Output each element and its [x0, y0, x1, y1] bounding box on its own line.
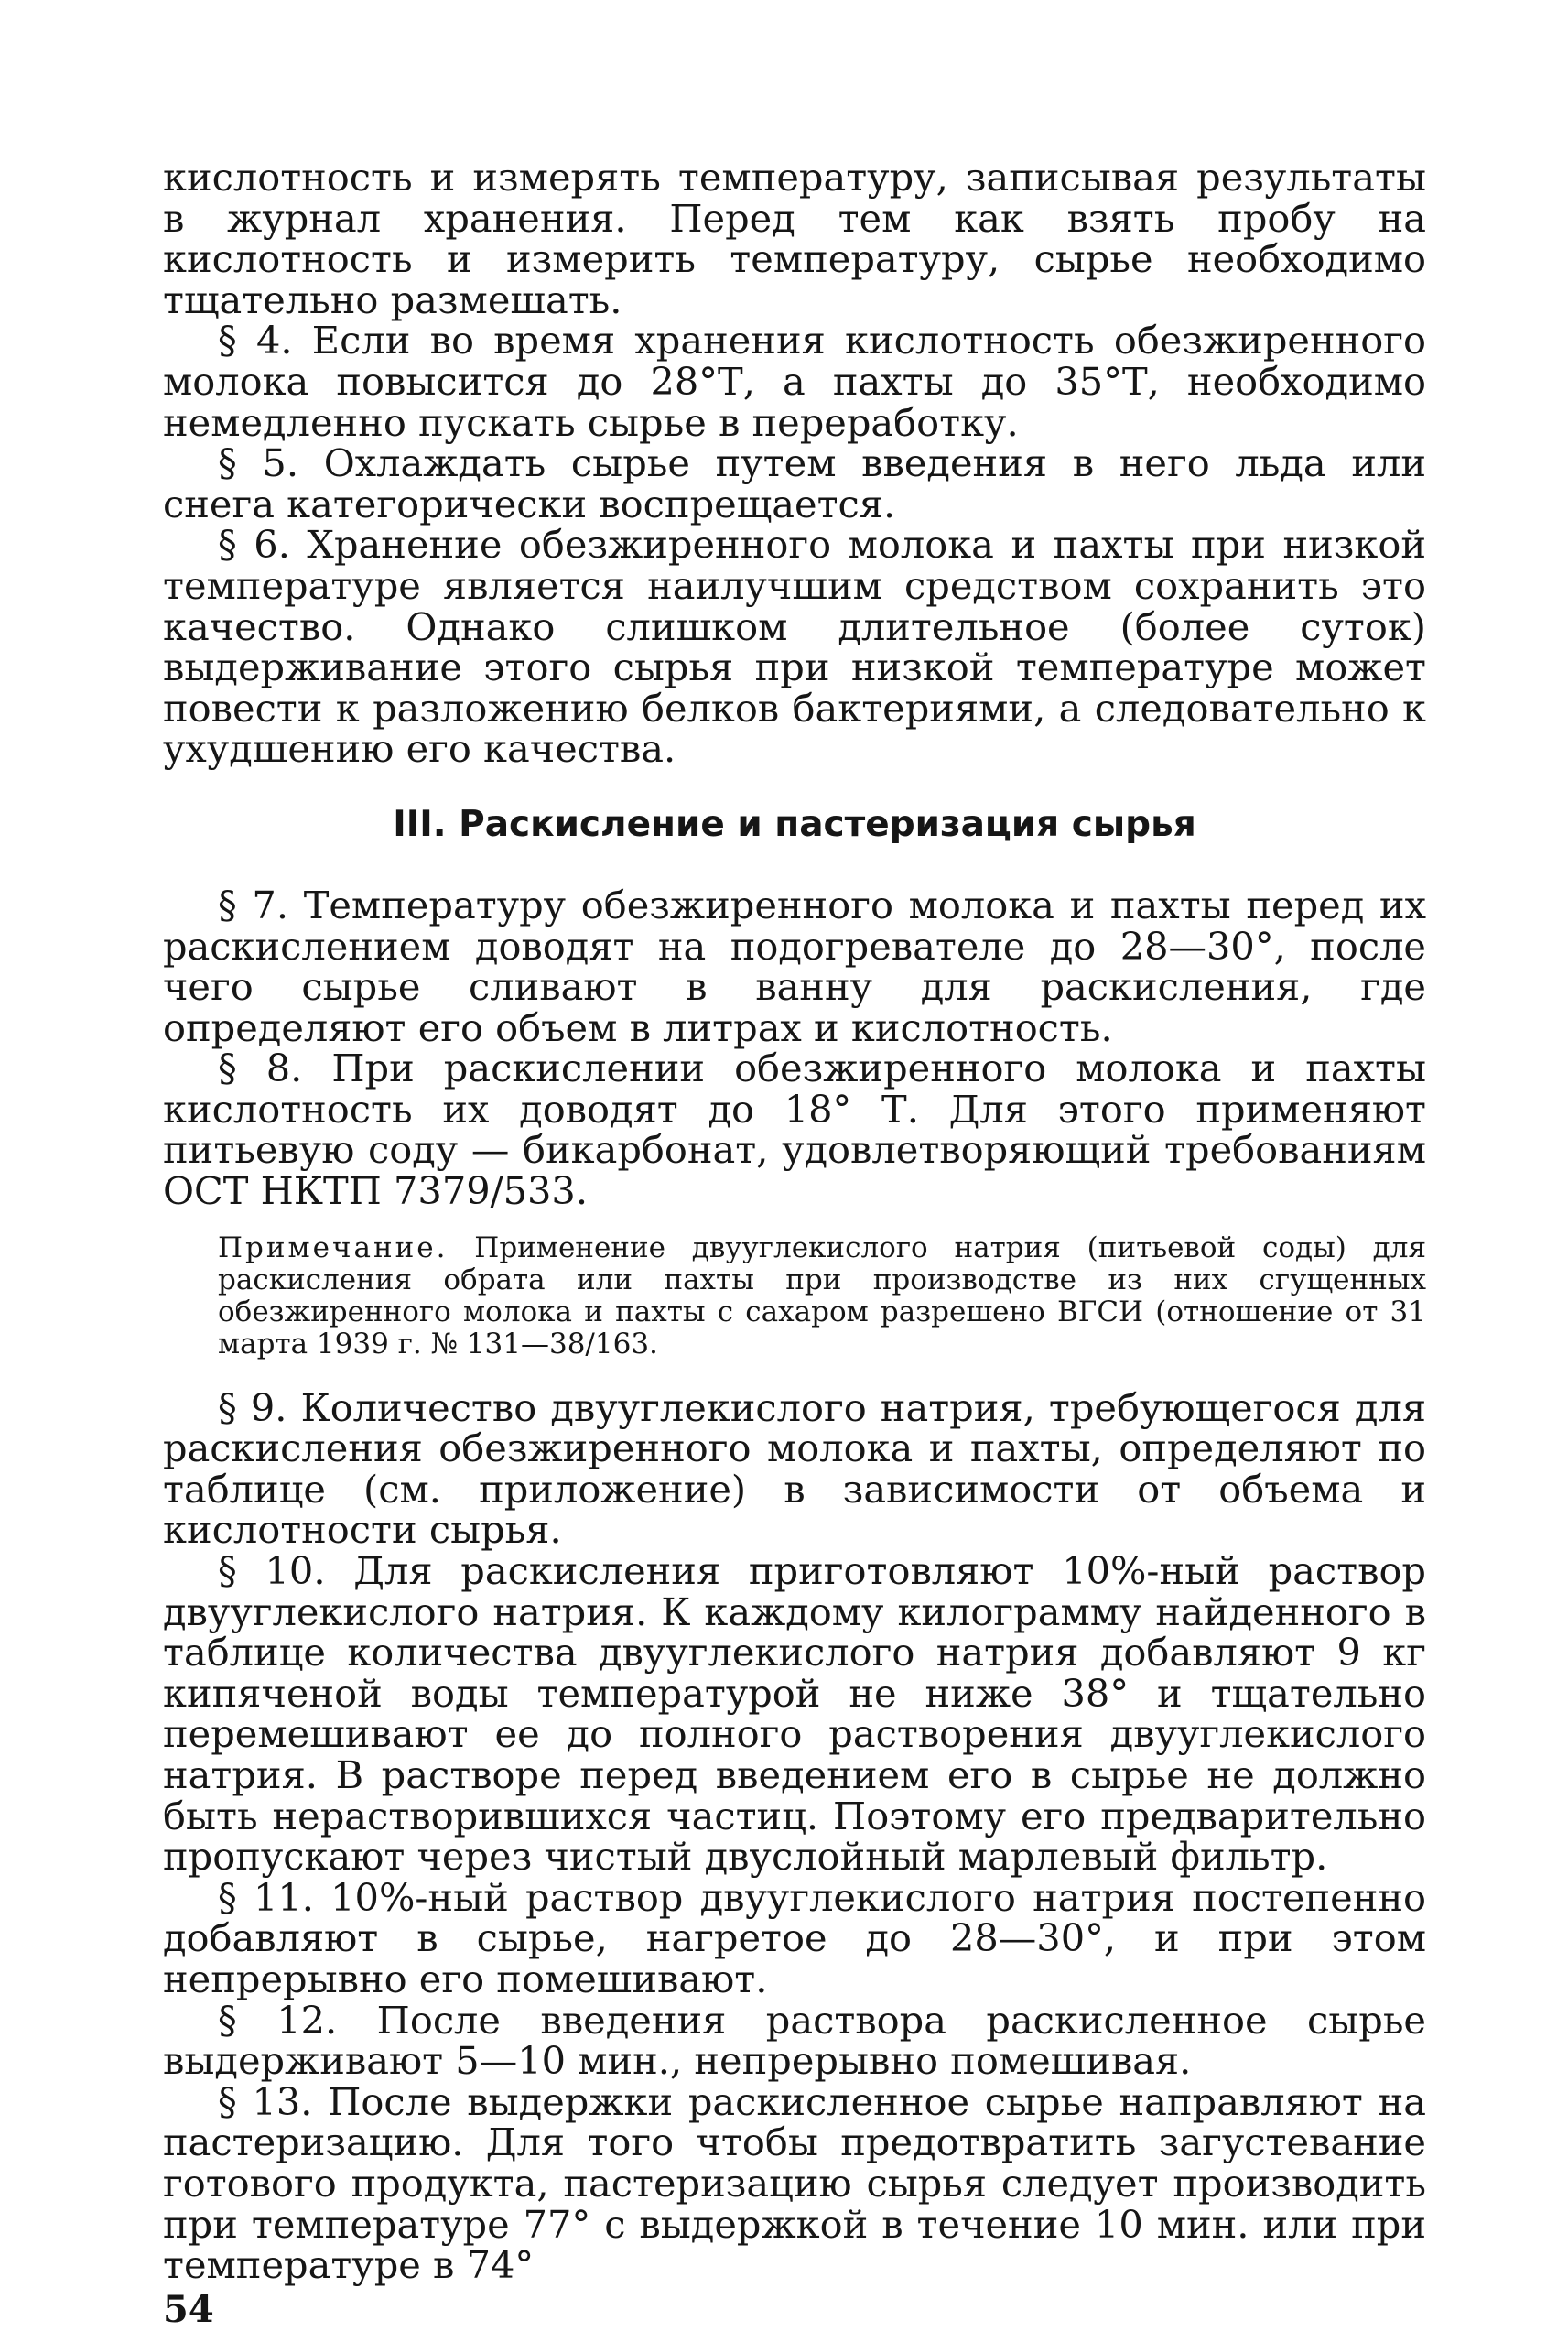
page-number: 54 — [163, 2287, 214, 2331]
note-label: Примечание. — [218, 1231, 449, 1264]
paragraph-section-12: § 12. После введения раствора раскисленное сырье выдерживают 5—10 мин., непрерывно помешивая. — [163, 1997, 1426, 2084]
note-block — [218, 1232, 1426, 1361]
paragraph-section-6: § 6. Хранение обезжиренного молока и пахты при низкой температуре является наилучшим средством сохранить это качество. Однако слишком длительное (более суток) выдерживание этого сырья при низкой температуре может повести к разложению белков бактериями, а следовательно к ухудшению его качества. — [163, 522, 1426, 772]
paragraph-section-4: § 4. Если во время хранения кислотность обезжиренного молока повысится до 28°Т, а пахты до 35°Т, необходимо немедленно пускать сырье в переработку. — [163, 318, 1426, 445]
section-heading: III. Раскисление и пастеризация сырья — [393, 803, 1196, 845]
document-page — [163, 157, 1426, 2330]
note-text: Применение двууглекислого натрия (питьевой соды) для раскисления обрата или пахты при производстве из них сгущенных обезжиренного молока и пахты с сахаром разрешено ВГСИ (отношение от 31 марта 1939 г. № 131—38/163. — [218, 1231, 1427, 1361]
paragraph-section-10: § 10. Для раскисления приготовляют 10%-ный раствор двууглекислого натрия. К каждому килограмму найденного в таблице количества двууглекислого натрия добавляют 9 кг кипяченой воды температурой не ниже 38° и тщательно перемешивают ее до полного растворения двууглекислого натрия. В растворе перед введением его в сырье не должно быть нерастворившихся частиц. Поэтому его предварительно пропускают через чистый двуслойный марлевый фильтр. — [163, 1548, 1426, 1880]
paragraph-section-9: § 9. Количество двууглекислого натрия, требующегося для раскисления обезжиренного молока и пахты, определяют по таблице (см. приложение) в зависимости от объема и кислотности сырья. — [163, 1384, 1426, 1553]
paragraph-section-8: § 8. При раскислении обезжиренного молока и пахты кислотность их доводят до 18° Т. Для этого применяют питьевую соду — бикарбонат, удовлетворяющий требованиям ОСТ НКТП 7379/533. — [163, 1046, 1426, 1214]
paragraph-continuation: кислотность и измерять температуру, записывая результаты в журнал хранения. Перед тем как взять пробу на кислотность и измерить температуру, сырье необходимо тщательно размешать. — [163, 155, 1426, 322]
paragraph-section-5: § 5. Охлаждать сырье путем введения в него льда или снега категорически воспрещается. — [163, 440, 1426, 526]
paragraph-section-13: § 13. После выдержки раскисленное сырье направляют на пастеризацию. Для того чтобы предотвратить загустевание готового продукта, пастеризацию сырья следует производить при температуре 77° с выдержкой в течение 10 мин. или при температуре в 74° — [163, 2078, 1426, 2288]
paragraph-section-11: § 11. 10%-ный раствор двууглекислого натрия постепенно добавляют в сырье, нагретое до 28—30°, и при этом непрерывно его помешивают. — [163, 1874, 1426, 2001]
paragraph-section-7: § 7. Температуру обезжиренного молока и пахты перед их раскислением доводят на подогревателе до 28—30°, после чего сырье сливают в ванну для раскисления, где определяют его объем в литрах и кислотность. — [163, 882, 1426, 1050]
